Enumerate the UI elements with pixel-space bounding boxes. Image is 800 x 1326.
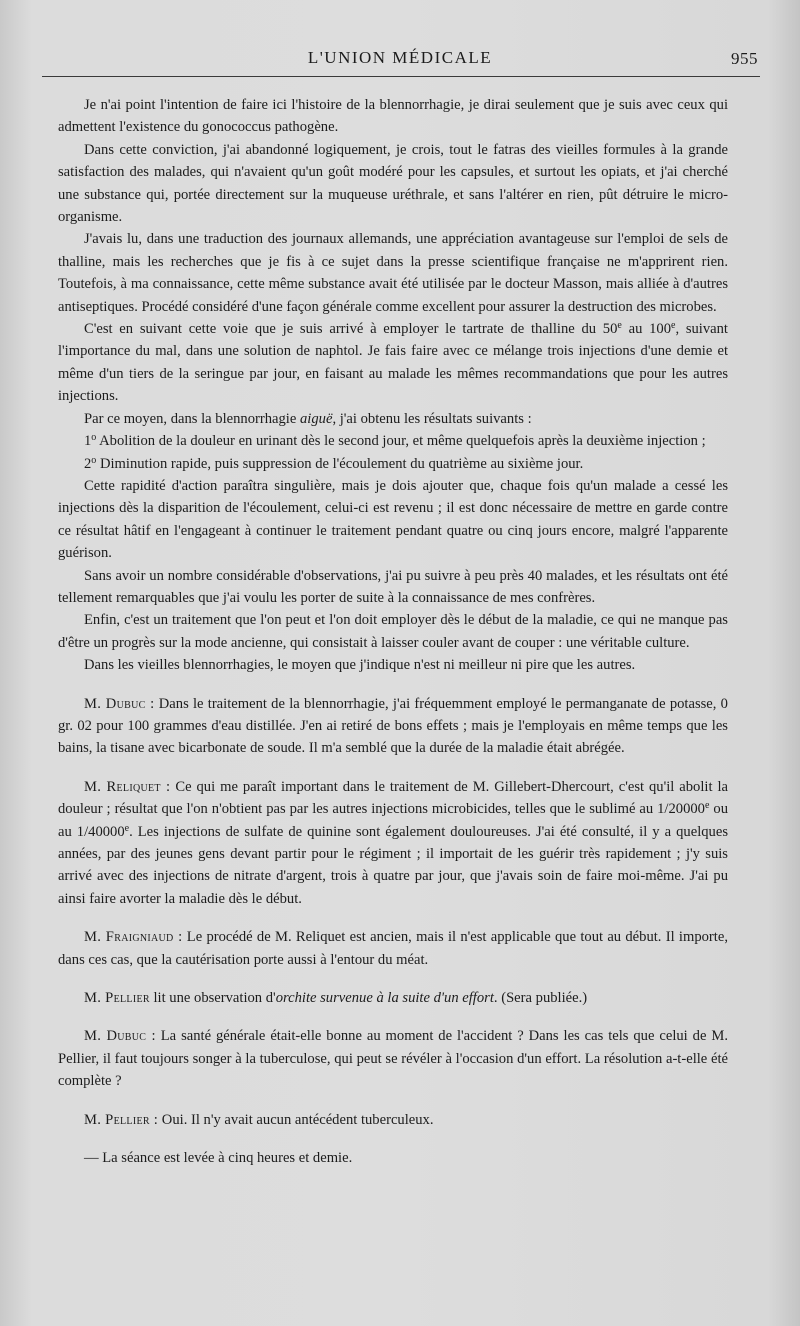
paragraph-vieilles: Dans les vieilles blennorrhagies, le moyen que j'indique n'est ni meilleur ni pire que les autres. [84, 657, 636, 674]
text-span: , suivant l'importance du mal, dans une solution de naphtol. Je fais faire avec ce mélange trois injections d'une demie et même d'un tiers de la seringue par jour, en faisant au malade les mêmes recommandations que pour les autres injections. [58, 321, 728, 405]
paragraph-conviction: Dans cette conviction, j'ai abandonné logiquement, je crois, tout le fatras des vieilles formules à la grande satisfaction des malades, qui n'avaient qu'un goût modéré pour les capsules, et surtout les opiats, et j'ai cherché une substance qui, portée directement sur la muqueuse uréthrale, et sans l'altérer en rien, pût détruire le micro-organisme. [58, 141, 728, 226]
speech-text: ou au 1/40000 [58, 801, 728, 840]
speech-text: Oui. Il n'y avait aucun antécédent tuberculeux. [161, 1111, 434, 1128]
text-span: Diminution rapide, puis suppression de l'écoulement du quatrième au sixième jour. [96, 455, 584, 472]
speech-text: Dans le traitement de la blennorrhagie, j'ai fréquemment employé le permanganate de potasse, 0 gr. 02 pour 100 grammes d'eau distillée. J'en ai retiré de bons effets ; mais je l'employais en même temps que les bains, la tisane avec bicarbonate de soude. Il m'a semblé que la durée de la maladie était abrégée. [58, 695, 728, 757]
spacer [58, 760, 728, 776]
speech-text: lit une observation d' [153, 990, 276, 1007]
speech-dubuc-2 [58, 1025, 728, 1092]
superscript: o [91, 432, 97, 444]
speech-pellier-1 [58, 987, 728, 1009]
paragraph-observations: Sans avoir un nombre considérable d'observations, j'ai pu suivre à peu près 40 malades, et les résultats ont été tellement remarquables que j'ai voulu les porter de suite à la connaissance de mes confrères. [58, 567, 728, 606]
speech-fraigniaud [58, 926, 728, 971]
speaker-name: M. Reliquet : [84, 778, 171, 795]
header-rule [42, 76, 760, 77]
speech-reliquet [58, 776, 728, 910]
paragraph-intro: Je n'ai point l'intention de faire ici l'histoire de la blennorrhagie, je dirai seulement que je suis avec ceux qui admettent l'existence du gonococcus pathogène. [58, 97, 728, 136]
spacer [58, 677, 728, 693]
result-item-1 [58, 430, 728, 452]
speech-text: La santé générale était-elle bonne au moment de l'accident ? Dans les cas tels que celui de M. Pellier, il faut toujours songer à la tuberculose, qui peut se révéler à l'occasion d'un effort. La résolution a-t-elle été complète ? [58, 1028, 728, 1090]
text-span: au 100 [621, 321, 671, 338]
spacer [58, 910, 728, 926]
spacer [58, 1093, 728, 1109]
item-number: 2 [84, 455, 92, 472]
spacer [58, 1131, 728, 1147]
superscript: e [617, 320, 622, 332]
spacer [58, 1009, 728, 1025]
paragraph-results-intro [58, 408, 728, 430]
paragraph-thalline: J'avais lu, dans une traduction des journaux allemands, une appréciation avantageuse sur l'emploi de sels de thalline, mais les recherches que je fis à ce sujet dans la presse scientifique française ne m'apprirent rien. Toutefois, à ma connaissance, cette même substance avait été utilisée par le docteur Masson, mais alliée à d'autres antiseptiques. Procédé considéré d'une façon générale comme excellent pour assurer la destruction des microbes. [58, 231, 728, 315]
superscript: e [704, 800, 710, 812]
item-number: 1 [84, 433, 92, 450]
speech-dubuc-1 [58, 693, 728, 760]
speaker-name: M. Pellier [84, 990, 150, 1007]
text-span: Abolition de la douleur en urinant dès le second jour, et même quelquefois après la deuxième injection ; [96, 433, 706, 450]
result-item-2 [58, 453, 728, 475]
speech-text: . Les injections de sulfate de quinine sont également douloureuses. J'ai été consulté, il y a quelques années, par des jeunes gens devant partir pour le régiment ; il importait de les guérir très rapidement ; j'y suis arrivé avec des injections de nitrate d'argent, trois à quatre par jour, que j'avais soin de faire moi-même. J'ai pu ainsi faire avorter la maladie dès le début. [58, 823, 728, 907]
speech-text: Ce qui me paraît important dans le traitement de M. Gillebert-Dhercourt, c'est qu'il abolit la douleur ; résultat que l'on n'obtient pas par les autres injections microbicides, telles que le sublimé au 1/20000 [58, 778, 728, 818]
speech-text: . (Sera publiée.) [493, 990, 588, 1007]
paragraph-method [58, 318, 728, 408]
speaker-name: M. Dubuc : [84, 695, 155, 712]
text-span: , j'ai obtenu les résultats suivants : [332, 410, 532, 427]
speech-pellier-2 [58, 1109, 728, 1131]
article-body [58, 94, 728, 1169]
paragraph-enfin: Enfin, c'est un traitement que l'on peut et l'on doit employer dès le début de la maladie, ce qui ne manque pas d'être un progrès sur la mode ancienne, qui consistait à laisser couler avant de couper : une véritable culture. [58, 612, 728, 651]
journal-title: L'UNION MÉDICALE [307, 48, 493, 67]
speaker-name: M. Fraigniaud : [84, 929, 183, 946]
superscript: e [124, 822, 130, 834]
italic-title: orchite survenue à la suite d'un effort [275, 990, 494, 1007]
text-span: C'est en suivant cette voie que je suis arrivé à employer le tartrate de thalline du 50 [84, 321, 618, 338]
page-number: 955 [731, 49, 758, 68]
superscript: e [671, 320, 676, 332]
speech-text: Le procédé de M. Reliquet est ancien, mais il n'est applicable que tout au début. Il importe, dans ces cas, que la cautérisation porte aussi à l'entour du méat. [58, 929, 728, 968]
spacer [58, 971, 728, 987]
superscript: o [91, 454, 97, 466]
running-head [40, 48, 760, 74]
paragraph-rapidity: Cette rapidité d'action paraîtra singulière, mais je dois ajouter que, chaque fois qu'un malade a cessé les injections dès la disparition de l'écoulement, celui-ci est revenu ; il est donc nécessaire de mettre en garde contre ce résultat hâtif en l'engageant à continuer le traitement pendant quatre ou cinq jours encore, malgré l'apparente guérison. [58, 477, 728, 562]
speaker-name: M. Dubuc : [84, 1028, 156, 1045]
closing-line: — La séance est levée à cinq heures et demie. [84, 1150, 353, 1167]
speaker-name: M. Pellier : [84, 1111, 159, 1128]
italic-term: aiguë [300, 410, 333, 427]
text-span: Par ce moyen, dans la blennorrhagie [84, 410, 300, 427]
